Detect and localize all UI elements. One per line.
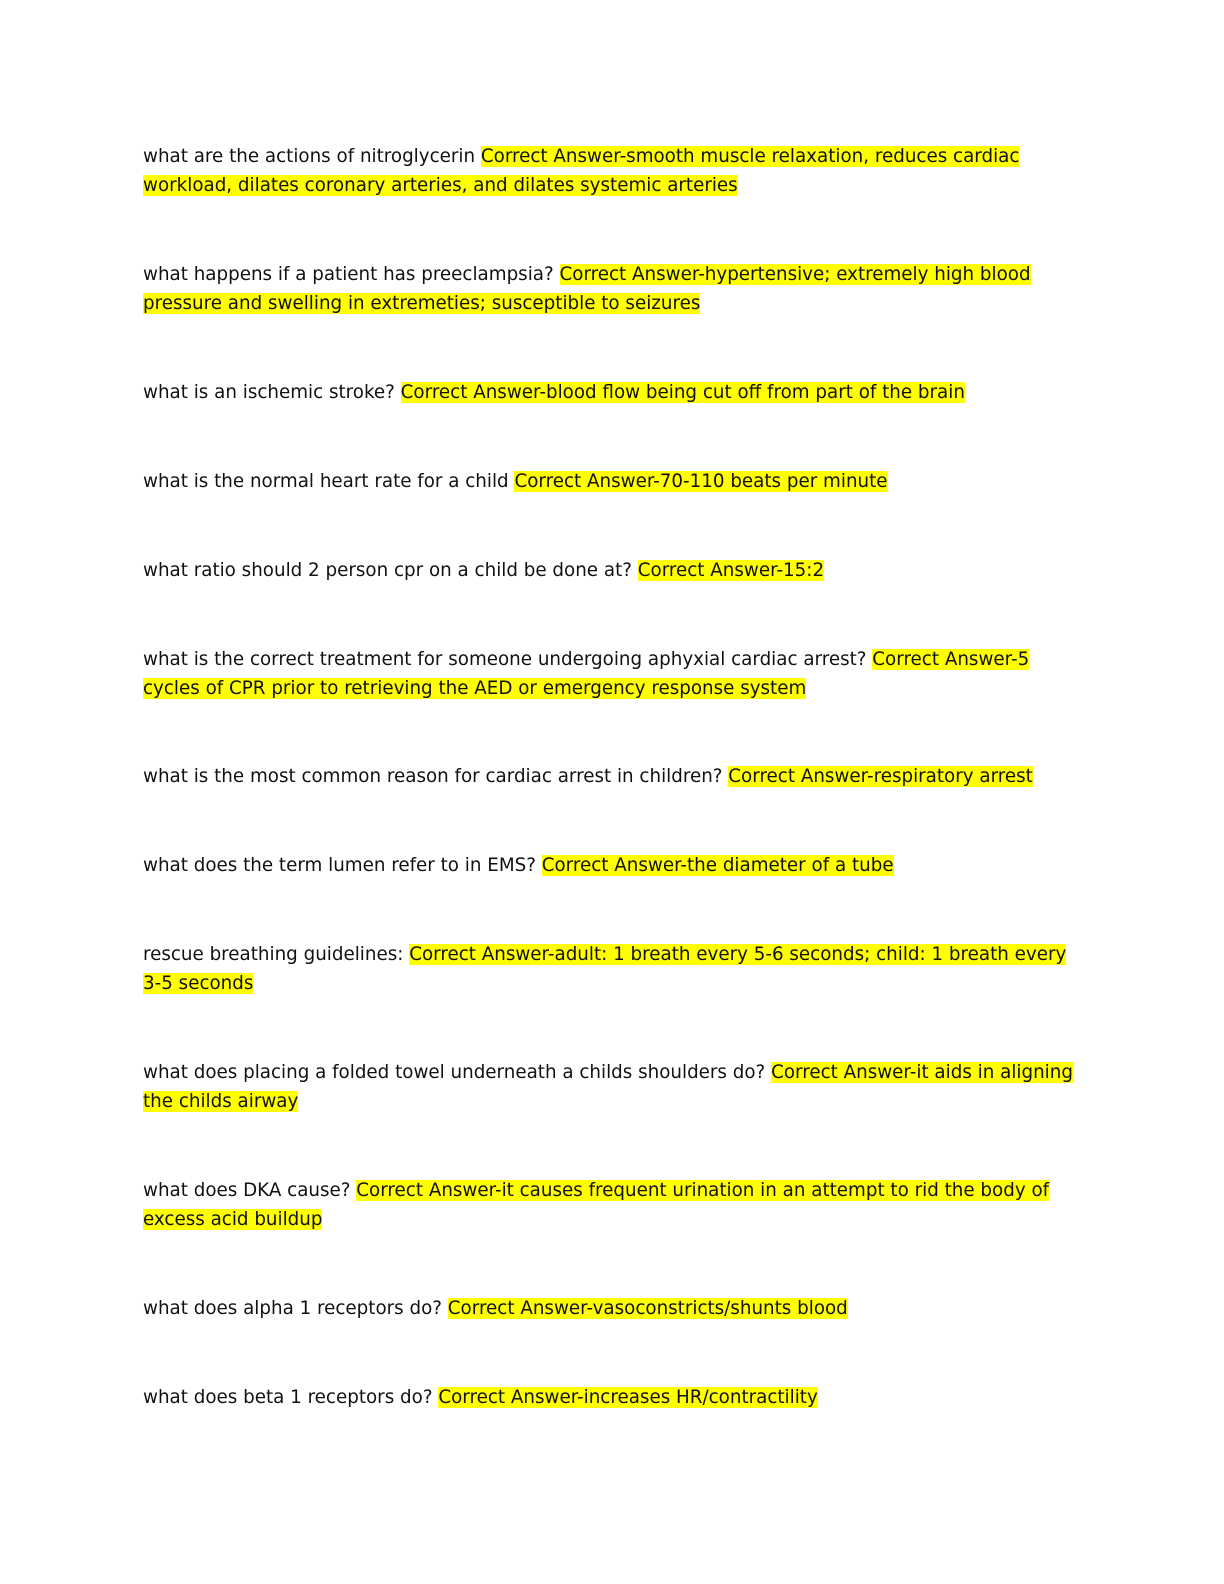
answer-highlight: Correct Answer-increases HR/contractility: [438, 1387, 818, 1408]
question-text: what does alpha 1 receptors do?: [143, 1298, 448, 1319]
qa-entry: [143, 1383, 1078, 1412]
qa-entry: [143, 1176, 1078, 1234]
question-text: what is an ischemic stroke?: [143, 382, 401, 403]
qa-entry: [143, 142, 1078, 200]
answer-highlight: Correct Answer-it causes frequent urination in an attempt to rid the body of excess acid buildup: [143, 1180, 1050, 1230]
qa-entry: [143, 1294, 1078, 1323]
question-text: what is the normal heart rate for a child: [143, 471, 515, 492]
qa-entry: [143, 645, 1078, 703]
qa-entry: [143, 762, 1078, 791]
question-text: what is the correct treatment for someone undergoing aphyxial cardiac arrest?: [143, 649, 873, 670]
answer-highlight: Correct Answer-5 cycles of CPR prior to retrieving the AED or emergency response system: [143, 649, 1030, 699]
answer-highlight: Correct Answer-it aids in aligning the childs airway: [143, 1062, 1073, 1112]
question-text: what are the actions of nitroglycerin: [143, 146, 481, 167]
question-text: what ratio should 2 person cpr on a child be done at?: [143, 560, 638, 581]
question-text: what does DKA cause?: [143, 1180, 357, 1201]
answer-highlight: Correct Answer-15:2: [637, 560, 825, 581]
qa-entry: [143, 556, 1078, 585]
question-text: what does beta 1 receptors do?: [143, 1387, 439, 1408]
answer-highlight: Correct Answer-adult: 1 breath every 5-6 seconds; child: 1 breath every 3-5 seconds: [143, 944, 1067, 994]
answer-highlight: Correct Answer-vasoconstricts/shunts blood: [447, 1298, 848, 1319]
question-text: what happens if a patient has preeclampsia?: [143, 264, 560, 285]
question-text: rescue breathing guidelines:: [143, 944, 410, 965]
answer-highlight: Correct Answer-respiratory arrest: [728, 766, 1033, 787]
qa-entry: [143, 260, 1078, 318]
answer-highlight: Correct Answer-blood flow being cut off from part of the brain: [400, 382, 965, 403]
question-text: what does the term lumen refer to in EMS?: [143, 855, 542, 876]
qa-entry: [143, 940, 1078, 998]
qa-entry: [143, 1058, 1078, 1116]
question-text: what is the most common reason for cardiac arrest in children?: [143, 766, 729, 787]
question-text: what does placing a folded towel underneath a childs shoulders do?: [143, 1062, 772, 1083]
answer-highlight: Correct Answer-hypertensive; extremely high blood pressure and swelling in extremeties; susceptible to seizures: [143, 264, 1031, 314]
answer-highlight: Correct Answer-the diameter of a tube: [541, 855, 894, 876]
qa-entry: [143, 378, 1078, 407]
answer-highlight: Correct Answer-smooth muscle relaxation, reduces cardiac workload, dilates coronary arteries, and dilates systemic arteries: [143, 146, 1020, 196]
qa-entry: [143, 851, 1078, 880]
answer-highlight: Correct Answer-70-110 beats per minute: [514, 471, 888, 492]
qa-entry: [143, 467, 1078, 496]
